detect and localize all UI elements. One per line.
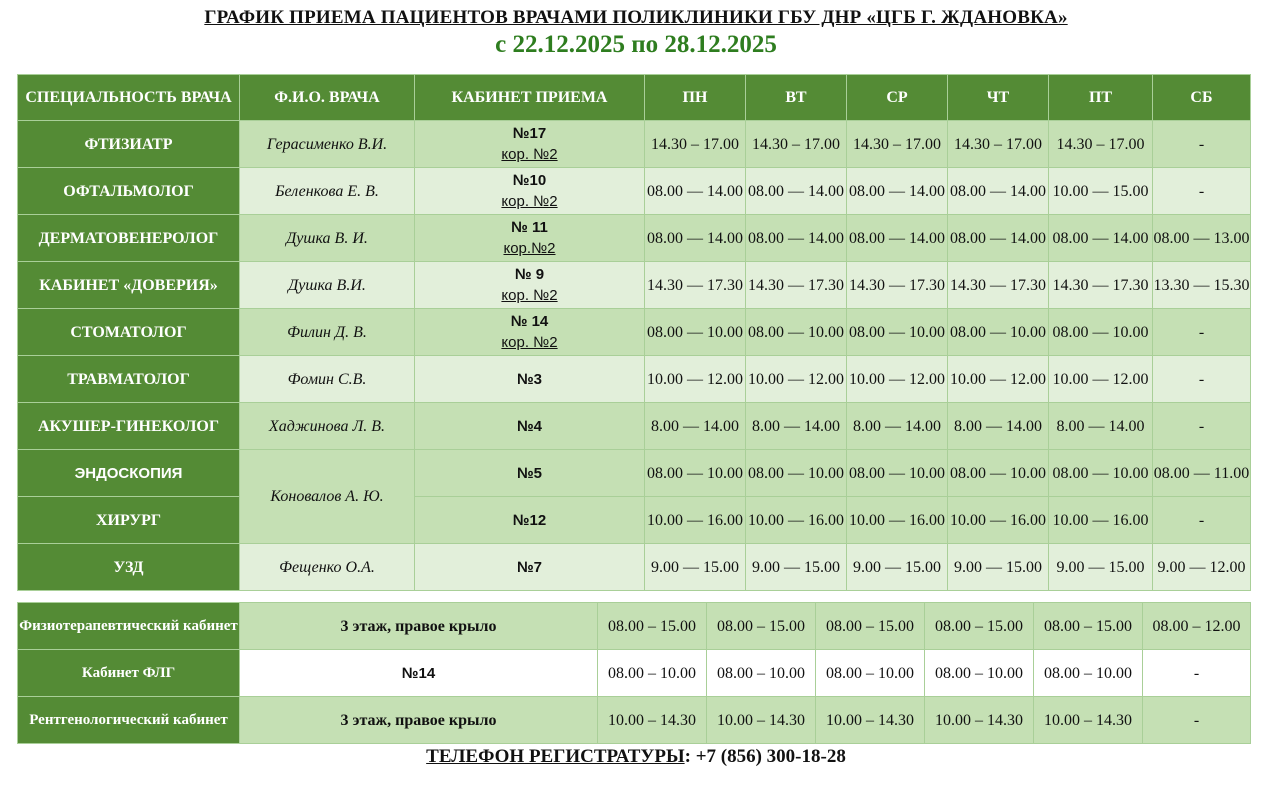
- specialty-cell: ТРАВМАТОЛОГ: [18, 356, 240, 403]
- col-header-tue: ВТ: [746, 75, 847, 121]
- time-sat: 13.30 — 15.30: [1153, 262, 1251, 309]
- doctor-cell: Душка В. И.: [240, 215, 415, 262]
- time-mon: 08.00 — 10.00: [645, 450, 746, 497]
- doctor-cell: Беленкова Е. В.: [240, 168, 415, 215]
- table-row: [18, 403, 1251, 450]
- time-fri: 9.00 — 15.00: [1049, 544, 1153, 591]
- time-mon: 08.00 – 15.00: [598, 603, 707, 650]
- services-schedule-table: [17, 602, 1251, 744]
- room-cell: [415, 121, 645, 168]
- time-sat: 9.00 — 12.00: [1153, 544, 1251, 591]
- time-fri: 14.30 — 17.30: [1049, 262, 1153, 309]
- col-header-mon: ПН: [645, 75, 746, 121]
- room-building: кор. №2: [501, 287, 558, 304]
- room-cell: [415, 544, 645, 591]
- service-name: Рентгенологический кабинет: [18, 697, 240, 744]
- time-wed: 14.30 — 17.30: [847, 262, 948, 309]
- time-wed: 08.00 — 14.00: [847, 215, 948, 262]
- table-row: [18, 450, 1251, 497]
- time-wed: 8.00 — 14.00: [847, 403, 948, 450]
- room-cell: [415, 168, 645, 215]
- room-number: № 11: [511, 219, 548, 236]
- room-building: кор. №2: [501, 193, 558, 210]
- col-header-room: КАБИНЕТ ПРИЕМА: [415, 75, 645, 121]
- time-thu: 10.00 — 12.00: [948, 356, 1049, 403]
- room-building: кор. №2: [501, 334, 558, 351]
- time-thu: 10.00 – 14.30: [925, 697, 1034, 744]
- service-row: [18, 603, 1251, 650]
- specialty-cell: КАБИНЕТ «ДОВЕРИЯ»: [18, 262, 240, 309]
- time-thu: 10.00 — 16.00: [948, 497, 1049, 544]
- doctor-schedule-table: [17, 74, 1251, 591]
- service-row: [18, 697, 1251, 744]
- time-sat: -: [1153, 309, 1251, 356]
- time-mon: 10.00 — 16.00: [645, 497, 746, 544]
- time-sat: -: [1153, 121, 1251, 168]
- service-location: 3 этаж, правое крыло: [240, 697, 598, 744]
- phone-number: +7 (856) 300-18-28: [695, 746, 846, 767]
- specialty-cell: АКУШЕР-ГИНЕКОЛОГ: [18, 403, 240, 450]
- service-name: Физиотерапевтический кабинет: [18, 603, 240, 650]
- time-tue: 10.00 – 14.30: [707, 697, 816, 744]
- time-tue: 10.00 — 12.00: [746, 356, 847, 403]
- col-header-thu: ЧТ: [948, 75, 1049, 121]
- page-title: ГРАФИК ПРИЕМА ПАЦИЕНТОВ ВРАЧАМИ ПОЛИКЛИНИКИ ГБУ ДНР «ЦГБ Г. ЖДАНОВКА»: [204, 7, 1068, 28]
- phone-label: ТЕЛЕФОН РЕГИСТРАТУРЫ: [426, 746, 685, 767]
- time-wed: 10.00 — 16.00: [847, 497, 948, 544]
- time-wed: 10.00 — 12.00: [847, 356, 948, 403]
- room-cell: [415, 450, 645, 497]
- phone-separator: :: [684, 746, 691, 767]
- time-sat: -: [1153, 356, 1251, 403]
- time-tue: 14.30 – 17.00: [746, 121, 847, 168]
- time-thu: 08.00 — 14.00: [948, 168, 1049, 215]
- time-mon: 9.00 — 15.00: [645, 544, 746, 591]
- specialty-cell: УЗД: [18, 544, 240, 591]
- time-fri: 10.00 – 14.30: [1034, 697, 1143, 744]
- time-tue: 08.00 — 10.00: [746, 450, 847, 497]
- col-header-fri: ПТ: [1049, 75, 1153, 121]
- time-fri: 10.00 — 12.00: [1049, 356, 1153, 403]
- specialty-cell: ФТИЗИАТР: [18, 121, 240, 168]
- time-wed: 08.00 – 15.00: [816, 603, 925, 650]
- room-cell: [415, 403, 645, 450]
- time-wed: 08.00 — 10.00: [847, 450, 948, 497]
- time-wed: 08.00 — 10.00: [847, 309, 948, 356]
- col-header-doctor: Ф.И.О. ВРАЧА: [240, 75, 415, 121]
- time-sat: 08.00 — 13.00: [1153, 215, 1251, 262]
- time-thu: 08.00 – 10.00: [925, 650, 1034, 697]
- room-number: №5: [516, 464, 543, 482]
- col-header-sat: СБ: [1153, 75, 1251, 121]
- time-sat: -: [1143, 650, 1251, 697]
- doctor-cell: Душка В.И.: [240, 262, 415, 309]
- service-location: 3 этаж, правое крыло: [240, 603, 598, 650]
- time-wed: 10.00 – 14.30: [816, 697, 925, 744]
- time-sat: -: [1153, 168, 1251, 215]
- time-mon: 08.00 — 14.00: [645, 168, 746, 215]
- time-fri: 08.00 – 10.00: [1034, 650, 1143, 697]
- table-row: [18, 309, 1251, 356]
- specialty-cell: ЭНДОСКОПИЯ: [18, 450, 240, 497]
- doctor-cell: Филин Д. В.: [240, 309, 415, 356]
- room-building: кор.№2: [503, 240, 556, 257]
- time-wed: 08.00 — 14.00: [847, 168, 948, 215]
- doctor-cell: Коновалов А. Ю.: [240, 450, 415, 544]
- time-tue: 08.00 — 10.00: [746, 309, 847, 356]
- registry-phone: [0, 746, 1272, 768]
- time-tue: 10.00 — 16.00: [746, 497, 847, 544]
- time-mon: 10.00 – 14.30: [598, 697, 707, 744]
- time-thu: 08.00 — 10.00: [948, 309, 1049, 356]
- specialty-cell: ОФТАЛЬМОЛОГ: [18, 168, 240, 215]
- room-cell: [415, 497, 645, 544]
- time-fri: 10.00 — 15.00: [1049, 168, 1153, 215]
- time-mon: 14.30 – 17.00: [645, 121, 746, 168]
- room-number: №12: [512, 511, 547, 529]
- time-mon: 08.00 — 10.00: [645, 309, 746, 356]
- time-tue: 9.00 — 15.00: [746, 544, 847, 591]
- schedule-period: с 22.12.2025 по 28.12.2025: [495, 31, 777, 58]
- room-number: № 14: [510, 313, 549, 330]
- time-sat: -: [1153, 403, 1251, 450]
- room-cell: [415, 356, 645, 403]
- time-thu: 9.00 — 15.00: [948, 544, 1049, 591]
- col-header-wed: СР: [847, 75, 948, 121]
- time-tue: 08.00 — 14.00: [746, 215, 847, 262]
- time-fri: 14.30 – 17.00: [1049, 121, 1153, 168]
- time-mon: 10.00 — 12.00: [645, 356, 746, 403]
- table-row: [18, 356, 1251, 403]
- table-row: [18, 121, 1251, 168]
- room-number: №7: [516, 558, 543, 576]
- time-tue: 08.00 – 15.00: [707, 603, 816, 650]
- time-tue: 08.00 – 10.00: [707, 650, 816, 697]
- room-cell: [415, 309, 645, 356]
- table-row: [18, 497, 1251, 544]
- time-mon: 8.00 — 14.00: [645, 403, 746, 450]
- time-sat: 08.00 — 11.00: [1153, 450, 1251, 497]
- service-row: [18, 650, 1251, 697]
- room-number: №3: [516, 370, 543, 388]
- time-sat: 08.00 – 12.00: [1143, 603, 1251, 650]
- room-number: №17: [512, 125, 547, 142]
- time-fri: 08.00 – 15.00: [1034, 603, 1143, 650]
- room-number: №4: [516, 417, 543, 435]
- time-tue: 8.00 — 14.00: [746, 403, 847, 450]
- table-row: [18, 262, 1251, 309]
- doctor-cell: Фомин С.В.: [240, 356, 415, 403]
- time-thu: 14.30 — 17.30: [948, 262, 1049, 309]
- specialty-cell: СТОМАТОЛОГ: [18, 309, 240, 356]
- table-header-row: [18, 75, 1251, 121]
- time-wed: 9.00 — 15.00: [847, 544, 948, 591]
- time-mon: 08.00 — 14.00: [645, 215, 746, 262]
- table-row: [18, 215, 1251, 262]
- time-sat: -: [1143, 697, 1251, 744]
- time-fri: 08.00 — 10.00: [1049, 450, 1153, 497]
- doctor-cell: Герасименко В.И.: [240, 121, 415, 168]
- room-cell: [415, 215, 645, 262]
- specialty-cell: ХИРУРГ: [18, 497, 240, 544]
- time-fri: 08.00 — 14.00: [1049, 215, 1153, 262]
- time-fri: 8.00 — 14.00: [1049, 403, 1153, 450]
- time-wed: 08.00 – 10.00: [816, 650, 925, 697]
- room-number: №10: [512, 172, 547, 189]
- col-header-specialty: СПЕЦИАЛЬНОСТЬ ВРАЧА: [18, 75, 240, 121]
- time-fri: 10.00 — 16.00: [1049, 497, 1153, 544]
- doctor-cell: Фещенко О.А.: [240, 544, 415, 591]
- table-row: [18, 168, 1251, 215]
- time-thu: 08.00 — 14.00: [948, 215, 1049, 262]
- time-tue: 08.00 — 14.00: [746, 168, 847, 215]
- specialty-cell: ДЕРМАТОВЕНЕРОЛОГ: [18, 215, 240, 262]
- room-number: № 9: [514, 266, 545, 283]
- table-row: [18, 544, 1251, 591]
- time-sat: -: [1153, 497, 1251, 544]
- time-thu: 8.00 — 14.00: [948, 403, 1049, 450]
- time-tue: 14.30 — 17.30: [746, 262, 847, 309]
- time-thu: 08.00 – 15.00: [925, 603, 1034, 650]
- service-name: Кабинет ФЛГ: [18, 650, 240, 697]
- time-wed: 14.30 – 17.00: [847, 121, 948, 168]
- time-mon: 14.30 — 17.30: [645, 262, 746, 309]
- room-building: кор. №2: [501, 146, 558, 163]
- time-thu: 14.30 – 17.00: [948, 121, 1049, 168]
- time-thu: 08.00 — 10.00: [948, 450, 1049, 497]
- time-fri: 08.00 — 10.00: [1049, 309, 1153, 356]
- service-location: №14: [240, 650, 598, 697]
- room-cell: [415, 262, 645, 309]
- time-mon: 08.00 – 10.00: [598, 650, 707, 697]
- doctor-cell: Хаджинова Л. В.: [240, 403, 415, 450]
